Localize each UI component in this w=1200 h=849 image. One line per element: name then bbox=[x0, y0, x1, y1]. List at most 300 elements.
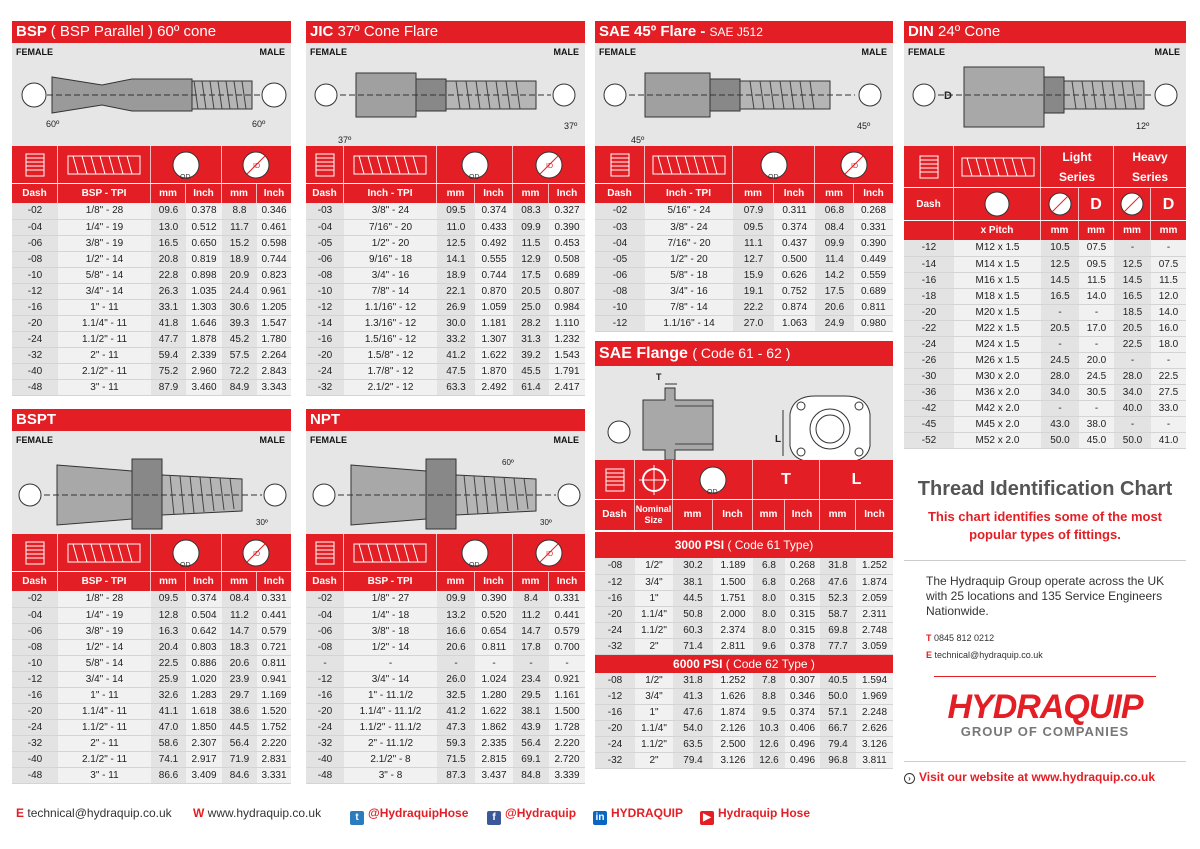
table-cell: 2.500 bbox=[713, 737, 753, 753]
table-cell: - bbox=[513, 655, 549, 671]
table-row bbox=[306, 671, 585, 687]
table-row bbox=[595, 251, 893, 267]
table-cell: 22.5 bbox=[151, 655, 186, 671]
table-cell: 59.4 bbox=[151, 347, 186, 363]
table-cell: -10 bbox=[12, 267, 58, 283]
table-cell: -20 bbox=[904, 304, 954, 320]
table-row bbox=[12, 251, 291, 267]
table-cell: 0.898 bbox=[186, 267, 222, 283]
bsp-thread-end-icon bbox=[12, 146, 58, 184]
table-row bbox=[595, 705, 893, 721]
table-cell: 3/4" - 14 bbox=[58, 671, 151, 687]
table-cell: M26 x 1.5 bbox=[954, 352, 1041, 368]
table-cell: -05 bbox=[306, 235, 344, 251]
table-row bbox=[306, 379, 585, 395]
table-cell: 0.437 bbox=[774, 235, 815, 251]
table-cell: 9.6 bbox=[753, 638, 785, 654]
table-cell: 50.8 bbox=[673, 606, 713, 622]
table-cell: 1" bbox=[635, 705, 673, 721]
table-cell: -16 bbox=[904, 272, 954, 288]
table-cell: 0.886 bbox=[186, 655, 222, 671]
table-cell: 31.3 bbox=[513, 331, 549, 347]
table-cell: 2.917 bbox=[186, 751, 222, 767]
table-cell: 1.850 bbox=[186, 719, 222, 735]
table-cell: -24 bbox=[306, 363, 344, 379]
table-cell: -32 bbox=[306, 379, 344, 395]
table-cell: 0.390 bbox=[854, 235, 893, 251]
table-cell: 2.1/2" - 11 bbox=[58, 751, 151, 767]
table-cell: 09.9 bbox=[437, 591, 475, 607]
table-cell: 1.181 bbox=[475, 315, 513, 331]
table-cell: - bbox=[437, 655, 475, 671]
table-cell: 1/2" - 14 bbox=[58, 639, 151, 655]
table-row bbox=[306, 347, 585, 363]
table-cell: 11.5 bbox=[1079, 272, 1114, 288]
flange-icon-row bbox=[595, 460, 893, 500]
table-cell: 1/2" bbox=[635, 558, 673, 574]
table-cell: 18.9 bbox=[222, 251, 257, 267]
table-cell: -06 bbox=[306, 251, 344, 267]
table-cell: 1/2" - 14 bbox=[344, 639, 437, 655]
footer-youtube[interactable]: ▶ Hydraquip Hose bbox=[700, 806, 810, 825]
table-row bbox=[12, 703, 291, 719]
bspt-icon-row bbox=[12, 534, 291, 572]
table-cell: -04 bbox=[306, 219, 344, 235]
din-dash-label: Dash bbox=[904, 188, 954, 221]
table-cell: 3.339 bbox=[549, 767, 585, 783]
table-cell: 32.5 bbox=[437, 687, 475, 703]
table-cell: 44.5 bbox=[673, 590, 713, 606]
table-cell: 3/4" - 14 bbox=[58, 283, 151, 299]
table-cell: - bbox=[1151, 416, 1186, 432]
table-cell: 2" - 11 bbox=[58, 735, 151, 751]
table-cell: -24 bbox=[904, 336, 954, 352]
table-cell: 50.0 bbox=[1041, 432, 1079, 448]
table-cell: 16.0 bbox=[1151, 320, 1186, 336]
table-cell: 23.9 bbox=[222, 671, 257, 687]
npt-diagram bbox=[306, 431, 585, 534]
table-cell: 2" bbox=[635, 638, 673, 654]
table-cell: 09.9 bbox=[513, 219, 549, 235]
table-cell: 07.9 bbox=[733, 203, 774, 219]
table-cell: 17.5 bbox=[815, 283, 854, 299]
table-cell: 0.311 bbox=[774, 203, 815, 219]
table-cell: 3.409 bbox=[186, 767, 222, 783]
code61-bar: 3000 PSI ( Code 61 Type) bbox=[595, 532, 893, 558]
male-label: MALE bbox=[861, 47, 887, 57]
table-row bbox=[904, 352, 1186, 368]
table-cell: - bbox=[1079, 304, 1114, 320]
table-cell: 52.3 bbox=[820, 590, 856, 606]
table-cell: 2.059 bbox=[856, 590, 893, 606]
table-cell: 29.5 bbox=[513, 687, 549, 703]
table-cell: 1.283 bbox=[186, 687, 222, 703]
table-cell: 1/2" - 20 bbox=[645, 251, 733, 267]
table-cell: 2.843 bbox=[257, 363, 291, 379]
table-cell: 32.6 bbox=[151, 687, 186, 703]
table-cell: 0.874 bbox=[774, 299, 815, 315]
table-cell: 0.689 bbox=[549, 267, 585, 283]
table-cell: 09.9 bbox=[815, 235, 854, 251]
flange-diagram bbox=[595, 366, 893, 460]
table-cell: 0.642 bbox=[186, 623, 222, 639]
table-cell: 1.1/2" - 11.1/2 bbox=[344, 719, 437, 735]
jic-thread-end-icon bbox=[306, 146, 344, 184]
svg-text:ID: ID bbox=[253, 551, 260, 558]
flange-od-icon bbox=[673, 460, 753, 500]
flange-62-table bbox=[595, 673, 893, 770]
table-cell: 0.461 bbox=[257, 219, 291, 235]
table-cell: 63.3 bbox=[437, 379, 475, 395]
table-cell: 2.000 bbox=[713, 606, 753, 622]
jic-id-icon bbox=[513, 146, 585, 184]
table-cell: 1.110 bbox=[549, 315, 585, 331]
table-cell: 24.9 bbox=[815, 315, 854, 331]
table-cell: 8.0 bbox=[753, 622, 785, 638]
table-cell: 0.449 bbox=[854, 251, 893, 267]
sae45-thread-pitch-icon bbox=[645, 146, 733, 184]
table-cell: 14.5 bbox=[1041, 272, 1079, 288]
table-cell: 30.5 bbox=[1079, 384, 1114, 400]
table-cell: 47.5 bbox=[437, 363, 475, 379]
table-cell: 20.6 bbox=[815, 299, 854, 315]
sae45-od-icon bbox=[733, 146, 815, 184]
table-cell: 69.8 bbox=[820, 622, 856, 638]
table-cell: M24 x 1.5 bbox=[954, 336, 1041, 352]
flange-l-header: L bbox=[851, 471, 862, 488]
table-cell: - bbox=[1041, 304, 1079, 320]
table-cell: 1.520 bbox=[257, 703, 291, 719]
table-cell: 1.969 bbox=[856, 689, 893, 705]
table-cell: 09.5 bbox=[733, 219, 774, 235]
table-cell: 1.1/16" - 14 bbox=[645, 315, 733, 331]
flange-t-label: T bbox=[656, 372, 662, 382]
din-table bbox=[904, 240, 1186, 449]
sae45-fitting-drawing bbox=[595, 57, 893, 145]
sae45-title: SAE 45º Flare - SAE J512 bbox=[595, 21, 893, 43]
table-cell: 3/8" - 24 bbox=[344, 203, 437, 219]
table-cell: 0.433 bbox=[475, 219, 513, 235]
svg-text:ID: ID bbox=[253, 163, 260, 170]
table-cell: 58.7 bbox=[820, 606, 856, 622]
table-cell: 0.374 bbox=[774, 219, 815, 235]
table-cell: 34.0 bbox=[1041, 384, 1079, 400]
bspt-angle: 30º bbox=[256, 518, 268, 527]
table-cell: 11.5 bbox=[513, 235, 549, 251]
table-cell: 1.020 bbox=[186, 671, 222, 687]
table-cell: 20.5 bbox=[1114, 320, 1151, 336]
table-cell: 0.579 bbox=[549, 623, 585, 639]
table-row bbox=[595, 606, 893, 622]
table-cell: 7.8 bbox=[753, 673, 785, 689]
table-cell: -52 bbox=[904, 432, 954, 448]
table-cell: 1.780 bbox=[257, 331, 291, 347]
table-cell: 13.2 bbox=[437, 607, 475, 623]
table-cell: 1/2" bbox=[635, 673, 673, 689]
footer-facebook[interactable]: f @Hydraquip bbox=[487, 806, 576, 825]
info-email[interactable]: E technical@hydraquip.co.uk bbox=[926, 650, 1043, 660]
table-cell: 1.5/16" - 12 bbox=[344, 331, 437, 347]
table-cell: 2.264 bbox=[257, 347, 291, 363]
table-cell: 17.5 bbox=[513, 267, 549, 283]
table-cell: 79.4 bbox=[673, 753, 713, 769]
table-cell: 39.3 bbox=[222, 315, 257, 331]
jic-icon-row bbox=[306, 146, 585, 184]
table-row bbox=[12, 607, 291, 623]
table-cell: 71.4 bbox=[673, 638, 713, 654]
table-cell: 3.126 bbox=[856, 737, 893, 753]
table-cell: -03 bbox=[595, 219, 645, 235]
table-cell: 1.7/8" - 12 bbox=[344, 363, 437, 379]
table-cell: 1.622 bbox=[475, 347, 513, 363]
table-cell: 8.8 bbox=[753, 689, 785, 705]
table-row bbox=[306, 607, 585, 623]
chart-title: Thread Identification Chart bbox=[917, 478, 1173, 500]
table-cell: 30.6 bbox=[222, 299, 257, 315]
table-cell: 0.315 bbox=[785, 606, 820, 622]
flange-title: SAE Flange ( Code 61 - 62 ) bbox=[595, 341, 893, 366]
bsp-angle-left: 60º bbox=[46, 119, 60, 129]
table-cell: -16 bbox=[306, 331, 344, 347]
table-cell: 0.870 bbox=[475, 283, 513, 299]
footer-twitter[interactable]: t @HydraquipHose bbox=[350, 806, 468, 825]
table-row bbox=[904, 384, 1186, 400]
table-row bbox=[12, 379, 291, 395]
table-cell: 33.1 bbox=[151, 299, 186, 315]
footer-linkedin[interactable]: in HYDRAQUIP bbox=[593, 806, 683, 825]
table-row bbox=[904, 368, 1186, 384]
din-thread-pitch-icon bbox=[954, 146, 1041, 188]
table-cell: 0.555 bbox=[475, 251, 513, 267]
table-cell: 25.9 bbox=[151, 671, 186, 687]
jic-panel bbox=[306, 21, 585, 396]
table-cell: 09.5 bbox=[1079, 256, 1114, 272]
table-cell: 3.343 bbox=[257, 379, 291, 395]
table-row bbox=[595, 267, 893, 283]
bspt-title: BSPT bbox=[12, 409, 291, 431]
table-cell: 24.5 bbox=[1041, 352, 1079, 368]
table-row bbox=[306, 623, 585, 639]
table-cell: 16.6 bbox=[437, 623, 475, 639]
table-cell: 60.3 bbox=[673, 622, 713, 638]
table-cell: 1.791 bbox=[549, 363, 585, 379]
table-cell: 0.346 bbox=[257, 203, 291, 219]
table-cell: 08.4 bbox=[815, 219, 854, 235]
table-cell: 11.2 bbox=[513, 607, 549, 623]
table-cell: 1.626 bbox=[713, 689, 753, 705]
table-cell: 20.8 bbox=[151, 251, 186, 267]
table-row bbox=[306, 655, 585, 671]
table-cell: 0.752 bbox=[774, 283, 815, 299]
jic-thread-pitch-icon bbox=[344, 146, 437, 184]
table-cell: - bbox=[1114, 352, 1151, 368]
table-cell: 0.654 bbox=[475, 623, 513, 639]
sae45-header: Dash Inch - TPI mm Inch mm Inch bbox=[595, 184, 893, 203]
table-cell: 1.646 bbox=[186, 315, 222, 331]
table-cell: M12 x 1.5 bbox=[954, 240, 1041, 256]
male-label: MALE bbox=[259, 435, 285, 445]
table-cell: 2" bbox=[635, 753, 673, 769]
table-row bbox=[12, 751, 291, 767]
table-cell: 14.0 bbox=[1079, 288, 1114, 304]
jic-angle-right: 37º bbox=[564, 121, 578, 131]
table-row bbox=[12, 347, 291, 363]
table-row bbox=[12, 283, 291, 299]
table-cell: -32 bbox=[12, 735, 58, 751]
table-row bbox=[306, 331, 585, 347]
table-cell: -32 bbox=[595, 753, 635, 769]
table-cell: 2.960 bbox=[186, 363, 222, 379]
table-cell: 22.5 bbox=[1151, 368, 1186, 384]
table-cell: 45.2 bbox=[222, 331, 257, 347]
footer-email[interactable]: E technical@hydraquip.co.uk bbox=[16, 806, 172, 820]
table-cell: -06 bbox=[12, 235, 58, 251]
table-cell: 31.8 bbox=[820, 558, 856, 574]
sae45-thread-end-icon bbox=[595, 146, 645, 184]
npt-title: NPT bbox=[306, 409, 585, 431]
table-row bbox=[595, 235, 893, 251]
table-cell: -14 bbox=[306, 315, 344, 331]
table-cell: -03 bbox=[306, 203, 344, 219]
npt-fitting-drawing bbox=[306, 445, 585, 533]
table-cell: 15.9 bbox=[733, 267, 774, 283]
sae45-id-icon bbox=[815, 146, 893, 184]
table-cell: 28.0 bbox=[1041, 368, 1079, 384]
table-cell: 14.5 bbox=[1114, 272, 1151, 288]
din-heavy-id-icon bbox=[1114, 188, 1151, 221]
table-row bbox=[904, 432, 1186, 448]
table-row bbox=[306, 299, 585, 315]
table-cell: 2.307 bbox=[186, 735, 222, 751]
table-cell: 27.0 bbox=[733, 315, 774, 331]
din-icon-row bbox=[904, 146, 1186, 188]
table-cell: 87.3 bbox=[437, 767, 475, 783]
table-cell: 1/2" - 20 bbox=[344, 235, 437, 251]
bspt-od-icon bbox=[151, 534, 222, 572]
table-cell: 47.0 bbox=[151, 719, 186, 735]
table-cell: -16 bbox=[12, 299, 58, 315]
table-cell: -08 bbox=[595, 283, 645, 299]
visit-website-link[interactable]: › Visit our website at www.hydraquip.co.uk bbox=[904, 770, 1186, 784]
table-row bbox=[904, 304, 1186, 320]
din-panel bbox=[904, 21, 1186, 449]
table-cell: 71.5 bbox=[437, 751, 475, 767]
table-cell: 41.0 bbox=[1151, 432, 1186, 448]
table-row bbox=[595, 673, 893, 689]
table-cell: 28.2 bbox=[513, 315, 549, 331]
npt-od-icon bbox=[437, 534, 513, 572]
table-cell: 1.874 bbox=[713, 705, 753, 721]
table-cell: 84.9 bbox=[222, 379, 257, 395]
sae45-table bbox=[595, 203, 893, 332]
table-cell: 72.2 bbox=[222, 363, 257, 379]
table-cell: 2.311 bbox=[856, 606, 893, 622]
table-cell: 63.5 bbox=[673, 737, 713, 753]
table-cell: -10 bbox=[595, 299, 645, 315]
bsp-title: BSP ( BSP Parallel ) 60º cone bbox=[12, 21, 291, 43]
table-cell: 1.303 bbox=[186, 299, 222, 315]
sae45-angle-left: 45º bbox=[631, 135, 645, 145]
table-cell: 1/8" - 28 bbox=[58, 203, 151, 219]
table-cell: -24 bbox=[12, 331, 58, 347]
table-row bbox=[595, 753, 893, 769]
table-cell: -08 bbox=[595, 558, 635, 574]
table-cell: -16 bbox=[306, 687, 344, 703]
sae45-panel bbox=[595, 21, 893, 332]
din-angle: 12º bbox=[1136, 121, 1150, 131]
table-row bbox=[12, 331, 291, 347]
table-cell: -48 bbox=[12, 379, 58, 395]
table-cell: 1/4" - 19 bbox=[58, 607, 151, 623]
table-cell: 1.059 bbox=[475, 299, 513, 315]
table-cell: 0.598 bbox=[257, 235, 291, 251]
table-cell: - bbox=[549, 655, 585, 671]
footer-website[interactable]: W www.hydraquip.co.uk bbox=[193, 806, 322, 820]
female-label: FEMALE bbox=[16, 435, 53, 445]
table-cell: 0.921 bbox=[549, 671, 585, 687]
table-cell: 59.3 bbox=[437, 735, 475, 751]
table-cell: 57.5 bbox=[222, 347, 257, 363]
npt-panel bbox=[306, 409, 585, 784]
flange-nominal-size-icon bbox=[635, 460, 673, 500]
npt-thread-pitch-icon bbox=[344, 534, 437, 572]
sae45-diagram bbox=[595, 43, 893, 146]
table-cell: 28.0 bbox=[1114, 368, 1151, 384]
table-cell: 3.126 bbox=[713, 753, 753, 769]
bsp-angle-right: 60º bbox=[252, 119, 266, 129]
din-fitting-drawing bbox=[904, 57, 1186, 145]
table-cell: 41.2 bbox=[437, 347, 475, 363]
table-cell: 71.9 bbox=[222, 751, 257, 767]
table-cell: 50.0 bbox=[1114, 432, 1151, 448]
table-cell: 24.5 bbox=[1079, 368, 1114, 384]
table-cell: 0.406 bbox=[785, 721, 820, 737]
table-cell: -26 bbox=[904, 352, 954, 368]
table-cell: 2.831 bbox=[257, 751, 291, 767]
table-cell: 0.823 bbox=[257, 267, 291, 283]
male-label: MALE bbox=[1154, 47, 1180, 57]
table-row bbox=[12, 655, 291, 671]
table-cell: - bbox=[1079, 400, 1114, 416]
din-light-d-label: D bbox=[1079, 188, 1114, 221]
flange-thread-end-icon bbox=[595, 460, 635, 500]
table-cell: 0.331 bbox=[854, 219, 893, 235]
table-cell: 56.4 bbox=[513, 735, 549, 751]
table-cell: -16 bbox=[12, 687, 58, 703]
table-cell: 12.5 bbox=[437, 235, 475, 251]
table-cell: 47.3 bbox=[437, 719, 475, 735]
table-cell: 2.335 bbox=[475, 735, 513, 751]
table-cell: 8.4 bbox=[513, 591, 549, 607]
table-cell: 0.500 bbox=[774, 251, 815, 267]
table-cell: 1.024 bbox=[475, 671, 513, 687]
table-cell: 0.579 bbox=[257, 623, 291, 639]
table-cell: 1/4" - 18 bbox=[344, 607, 437, 623]
table-cell: 2.220 bbox=[549, 735, 585, 751]
table-cell: 2.1/2" - 11 bbox=[58, 363, 151, 379]
table-row bbox=[306, 639, 585, 655]
table-cell: 2.339 bbox=[186, 347, 222, 363]
table-cell: 0.315 bbox=[785, 622, 820, 638]
table-cell: -30 bbox=[904, 368, 954, 384]
table-cell: 74.1 bbox=[151, 751, 186, 767]
table-cell: 0.441 bbox=[257, 607, 291, 623]
table-cell: 0.811 bbox=[257, 655, 291, 671]
table-cell: 0.721 bbox=[257, 639, 291, 655]
table-row bbox=[595, 737, 893, 753]
table-cell: 38.6 bbox=[222, 703, 257, 719]
sae45-icon-row bbox=[595, 146, 893, 184]
